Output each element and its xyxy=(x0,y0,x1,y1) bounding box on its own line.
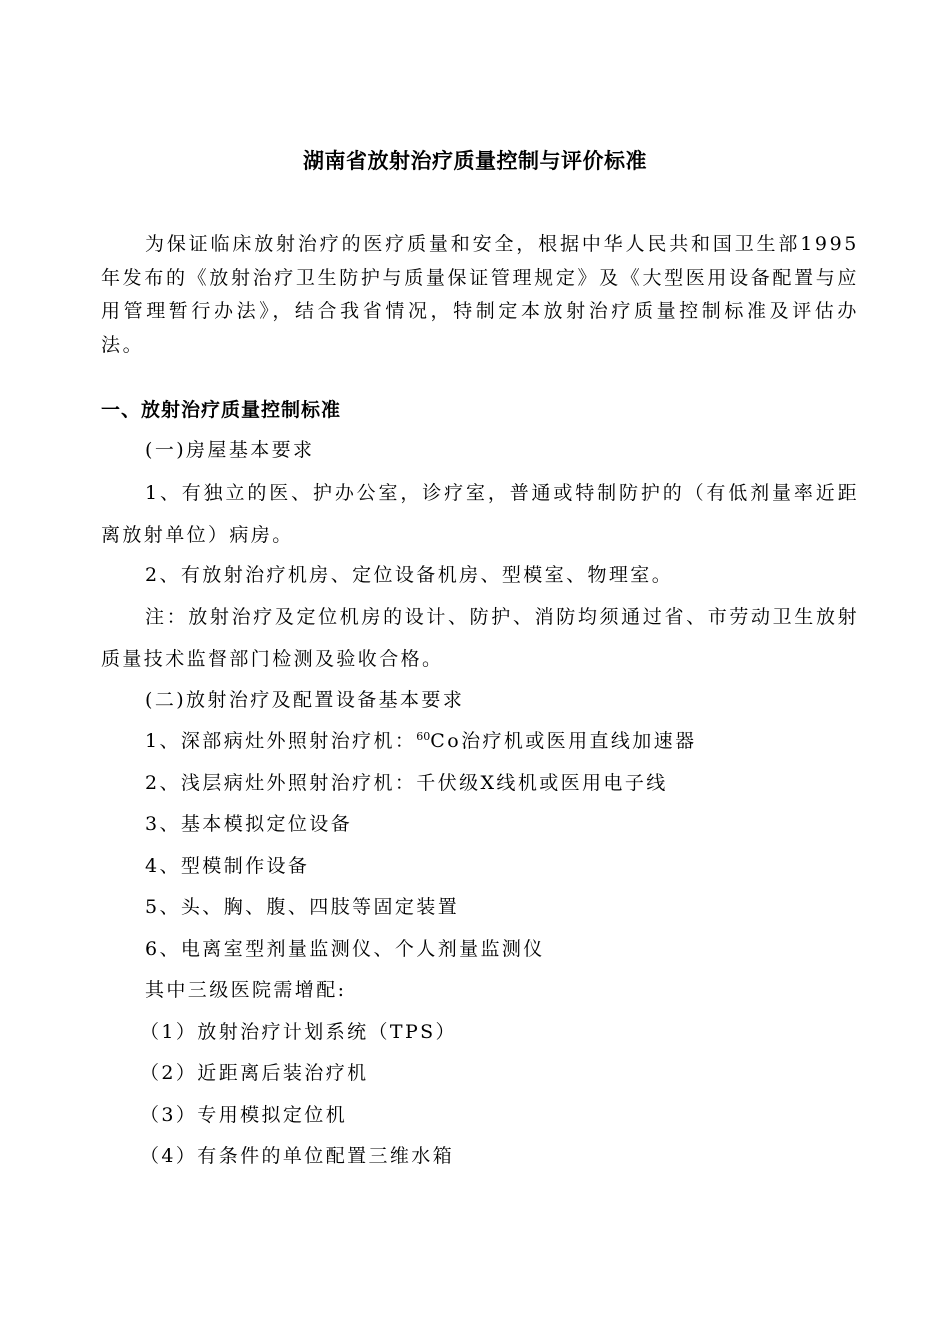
subsection-heading-housing: (一)房屋基本要求 xyxy=(145,439,315,461)
equipment-item-2: 2、浅层病灶外照射治疗机：千伏级X线机或医用电子线 xyxy=(145,772,668,794)
tertiary-item-4: （4）有条件的单位配置三维水箱 xyxy=(140,1145,455,1167)
equipment-item-5: 5、头、胸、腹、四肢等固定装置 xyxy=(145,896,460,918)
subsection-heading-equipment: (二)放射治疗及配置设备基本要求 xyxy=(145,689,465,711)
equipment-item-4: 4、型模制作设备 xyxy=(145,855,310,877)
equipment-item-6: 6、电离室型剂量监测仪、个人剂量监测仪 xyxy=(145,938,545,960)
document-title: 湖南省放射治疗质量控制与评价标准 xyxy=(303,149,647,173)
intro-paragraph: 为保证临床放射治疗的医疗质量和安全，根据中华人民共和国卫生部1995年发布的《放射治疗卫生防护与质量保证管理规定》及《大型医用设备配置与应用管理暂行办法》，结合我省情况，特制定本放射治疗质量控制标准及评估办法。 xyxy=(101,233,859,356)
tertiary-item-1: （1）放射治疗计划系统（TPS） xyxy=(140,1021,457,1043)
equipment-item-1 xyxy=(145,725,696,758)
housing-item-2: 2、有放射治疗机房、定位设备机房、型模室、物理室。 xyxy=(145,564,674,586)
tertiary-item-3: （3）专用模拟定位机 xyxy=(140,1104,348,1126)
housing-note: 注：放射治疗及定位机房的设计、防护、消防均须通过省、市劳动卫生放射质量技术监督部门检测及验收合格。 xyxy=(101,606,859,670)
tertiary-item-2: （2）近距离后装治疗机 xyxy=(140,1062,369,1084)
housing-item-1: 1、有独立的医、护办公室，诊疗室，普通或特制防护的（有低剂量率近距离放射单位）病房。 xyxy=(101,482,859,546)
equipment-item-1-prefix: 1、深部病灶外照射治疗机： xyxy=(145,730,417,752)
section-heading-quality-standards: 一、放射治疗质量控制标准 xyxy=(101,399,342,421)
cobalt-isotope-superscript: 60 xyxy=(416,730,431,743)
equipment-item-1-suffix: Co治疗机或医用直线加速器 xyxy=(430,730,697,752)
equipment-item-3: 3、基本模拟定位设备 xyxy=(145,813,353,835)
tertiary-hospital-intro: 其中三级医院需增配: xyxy=(145,979,347,1001)
